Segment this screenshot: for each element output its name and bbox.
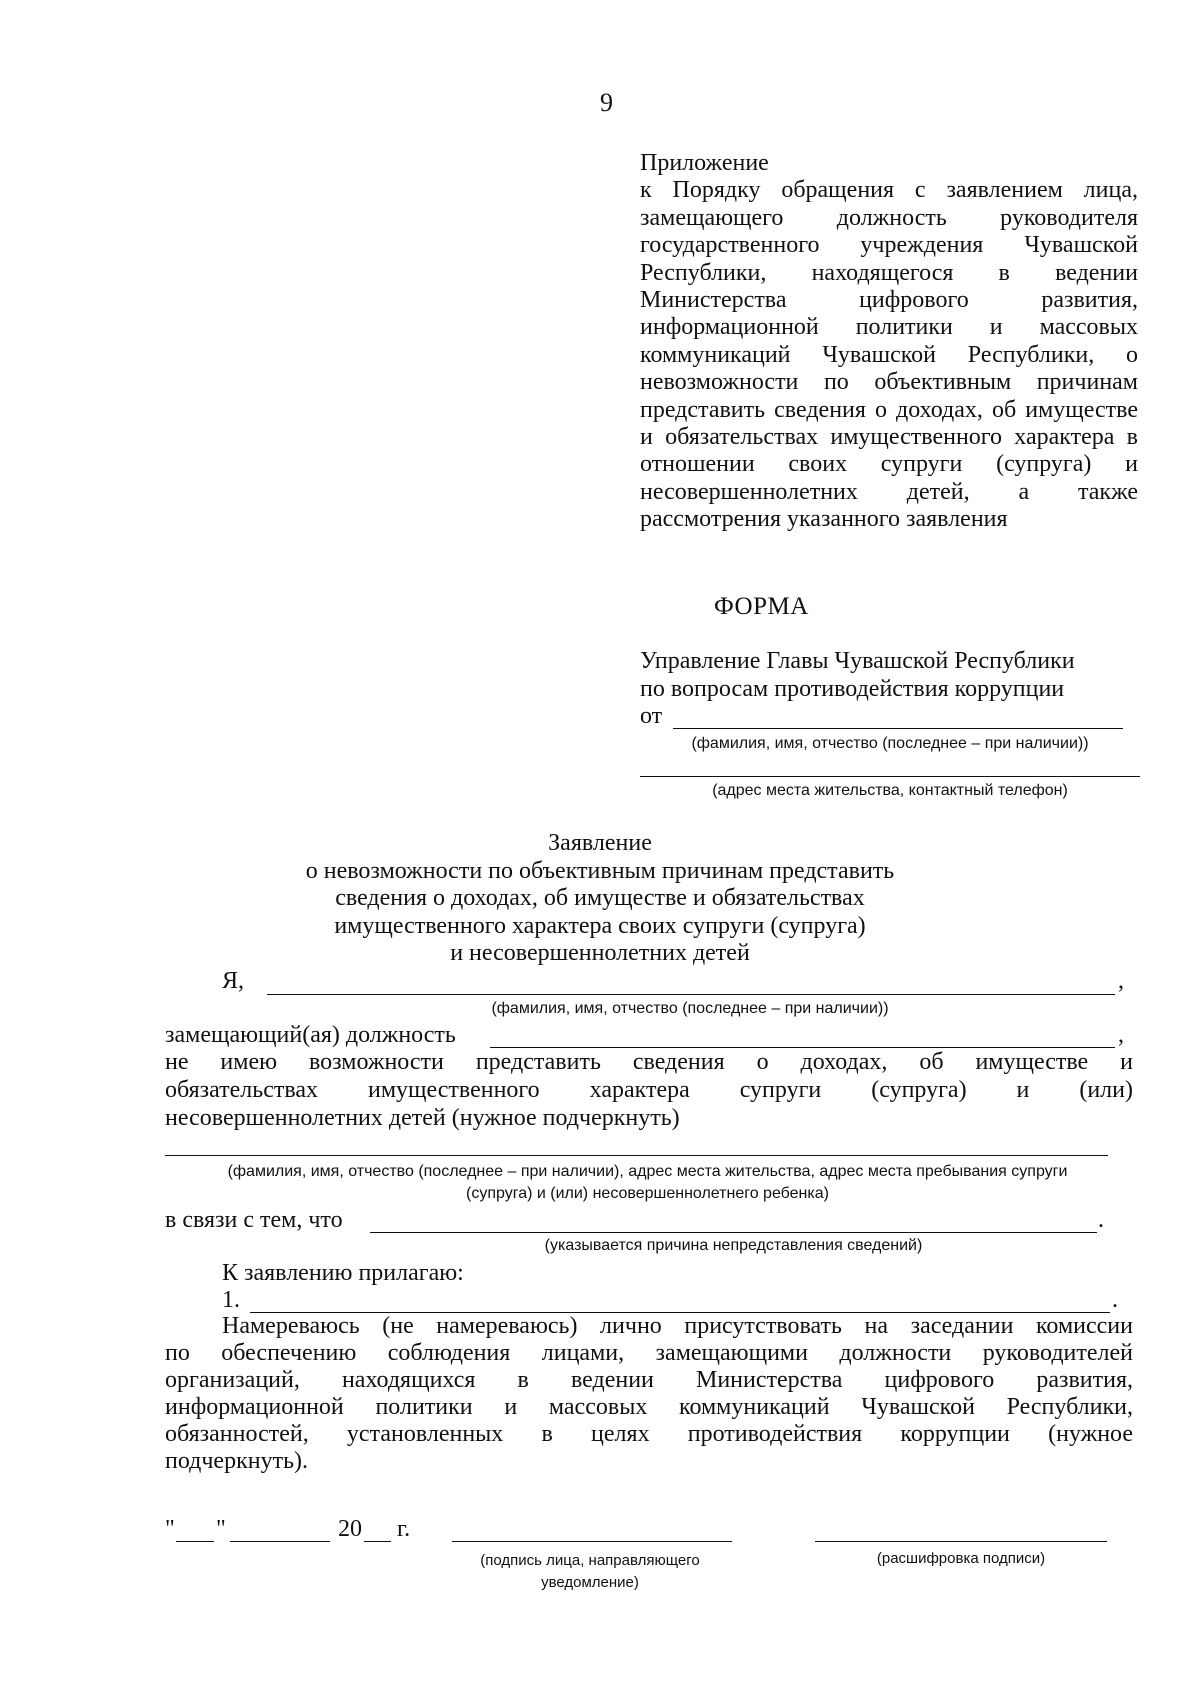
signature-caption: [440, 1550, 740, 1594]
reason-caption: (указывается причина непредставления сведений): [544, 1237, 923, 1254]
appendix-block: [640, 150, 1138, 534]
intent-text-line: подчеркнуть).: [165, 1448, 309, 1474]
position-line: [490, 1047, 1115, 1048]
signature-caption-line-1: (подпись лица, направляющего: [480, 1552, 700, 1569]
attachment-item-number: 1.: [222, 1287, 240, 1313]
attachments-label: К заявлению прилагаю:: [222, 1260, 464, 1286]
intent-text-line: Намереваюсь (не намереваюсь) лично присутствовать на заседании комиссии: [222, 1313, 1133, 1339]
addressee-address-line: [640, 776, 1140, 777]
page-number: 9: [600, 88, 613, 117]
reason-label: в связи с тем, что: [165, 1207, 343, 1233]
reason-line: [370, 1232, 1097, 1233]
date-month-line: [230, 1541, 330, 1542]
intent-text-line: обязанностей, установленных в целях противодействия коррупции (нужное: [165, 1421, 1133, 1447]
addressee-name-line: [673, 728, 1123, 729]
signature-decoding-line: [815, 1541, 1107, 1542]
relatives-caption-line-1: (фамилия, имя, отчество (последнее – при наличии), адрес места жительства, адрес места пребывания супруги: [227, 1163, 1068, 1180]
date-day-line: [176, 1541, 214, 1542]
applicant-label: Я,: [222, 968, 245, 994]
body-text-line: обязательствах имущественного характера супруги (супруга) и (или): [165, 1077, 1133, 1103]
signature-caption-line-2: уведомление): [541, 1574, 639, 1591]
applicant-comma: ,: [1118, 968, 1124, 994]
applicant-name-caption: (фамилия, имя, отчество (последнее – при наличии)): [491, 1000, 889, 1017]
addressee-from-label: от: [640, 703, 663, 729]
relatives-line: [165, 1155, 1108, 1156]
addressee-line-2: по вопросам противодействия коррупции: [640, 676, 1065, 702]
relatives-caption-line-2: (супруга) и (или) несовершеннолетнего ребенка): [466, 1185, 829, 1202]
date-year-line: [364, 1541, 391, 1542]
date-year-prefix: 20: [338, 1516, 362, 1542]
intent-text-line: по обеспечению соблюдения лицами, замещающими должности руководителей: [165, 1340, 1133, 1366]
addressee-block: [640, 647, 1140, 703]
signature-decoding-caption: (расшифровка подписи): [876, 1550, 1046, 1567]
applicant-name-line: [267, 994, 1115, 995]
body-text-line: несовершеннолетних детей (нужное подчеркнуть): [165, 1105, 680, 1131]
body-text-line: не имею возможности представить сведения о доходах, об имуществе и: [165, 1049, 1133, 1075]
statement-title-block: [280, 830, 920, 968]
date-year-suffix: г.: [397, 1516, 411, 1542]
date-quote-open: ": [165, 1516, 175, 1542]
intent-text-line: информационной политики и массовых коммуникаций Чувашской Республики,: [165, 1394, 1133, 1420]
addressee-name-caption: (фамилия, имя, отчество (последнее – при наличии)): [691, 735, 1089, 752]
statement-subtitle-line: сведения о доходах, об имуществе и обязательствах: [335, 885, 865, 911]
reason-period: .: [1098, 1207, 1104, 1233]
signature-line: [452, 1541, 732, 1542]
statement-subtitle-line: и несовершеннолетних детей: [450, 940, 750, 966]
statement-subtitle-line: о невозможности по объективным причинам представить: [305, 857, 895, 884]
form-label: ФОРМА: [714, 593, 809, 620]
intent-text-line: организаций, находящихся в ведении Министерства цифрового развития,: [165, 1367, 1133, 1393]
addressee-line-1: Управление Главы Чувашской Республики: [640, 648, 1075, 674]
attachment-item-period: .: [1112, 1287, 1118, 1313]
date-quote-close: ": [216, 1516, 226, 1542]
position-comma: ,: [1118, 1022, 1124, 1048]
statement-title: Заявление: [548, 830, 652, 856]
statement-subtitle-line: имущественного характера своих супруги (супруга): [334, 912, 866, 939]
addressee-address-caption: (адрес места жительства, контактный телефон): [712, 782, 1068, 799]
appendix-heading: Приложение: [640, 150, 769, 176]
position-label: замещающий(ая) должность: [165, 1022, 456, 1048]
appendix-body: к Порядку обращения с заявлением лица, замещающего должность руководителя государственного учреждения Чувашской Республики, находящегося в ведении Министерства цифрового развития, информационной политики и массовых коммуникаций Чувашской Республики, о невозможности по объективным причинам представить сведения о доходах, об имуществе и обязательствах имущественного характера в отношении своих супруги (супруга) и несовершеннолетних детей, а также рассмотрения указанного заявления: [640, 177, 1138, 533]
